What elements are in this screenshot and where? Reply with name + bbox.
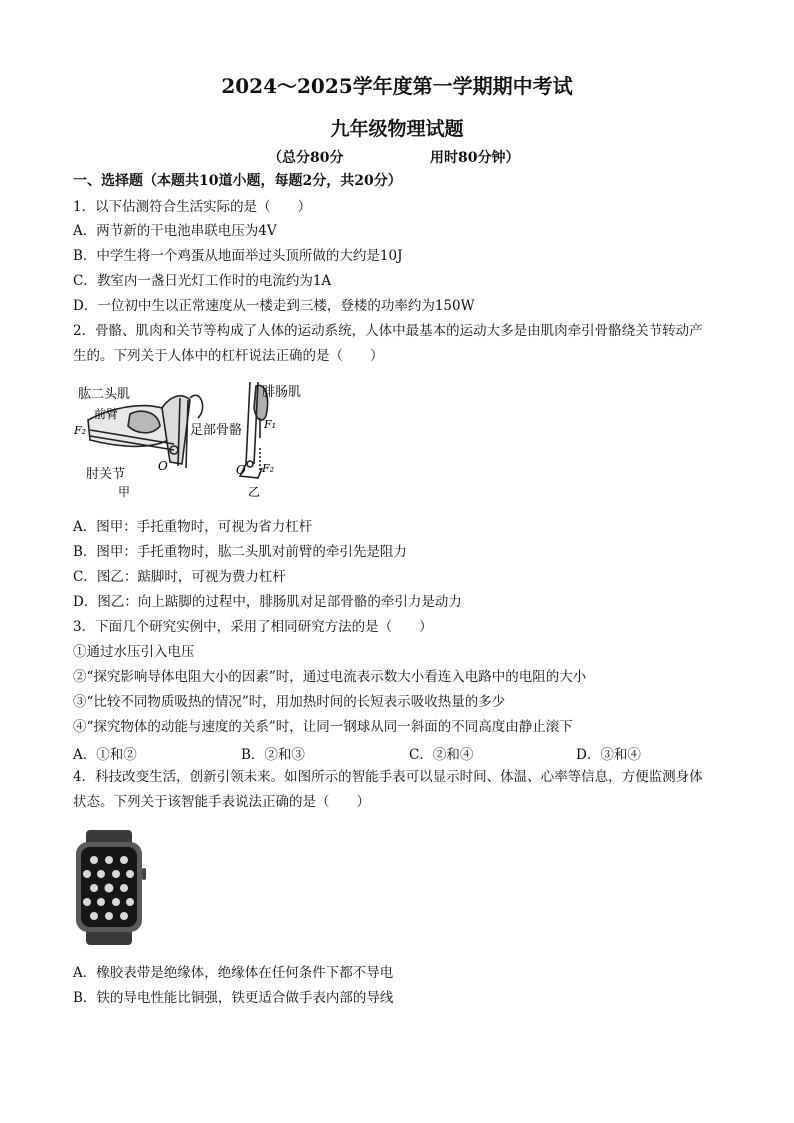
q3-item-1: ①通过水压引入电压 (73, 644, 195, 660)
q3-stem: 3．下面几个研究实例中，采用了相同研究方法的是（ ） (73, 619, 433, 635)
label-o-arm: O (158, 459, 168, 473)
q1-stem: 1．以下估测符合生活实际的是（ ） (73, 199, 312, 215)
label-jia: 甲 (118, 485, 131, 499)
label-footbone: 足部骨骼 (190, 423, 243, 438)
q1-option-c: C．教室内一盏日光灯工作时的电流约为1A (73, 273, 332, 289)
q2-option-a: A．图甲：手托重物时，可视为省力杠杆 (73, 519, 313, 535)
q3-item-3: ③“比较不同物质吸热的情况”时，用加热时间的长短表示吸收热量的多少 (73, 694, 506, 710)
label-o-leg: O (236, 463, 246, 477)
label-elbow: 肘关节 (86, 467, 126, 482)
exam-subtitle: 九年级物理试题 (330, 118, 464, 140)
label-f2-arm: F₂ (74, 424, 87, 437)
q2-option-d: D．图乙：向上踮脚的过程中，腓肠肌对足部骨骼的牵引力是动力 (73, 594, 462, 610)
time-limit: 用时80分钟） (430, 150, 520, 166)
q1-option-a: A．两节新的干电池串联电压为4V (73, 223, 277, 239)
q3-option-c: C．②和④ (409, 747, 474, 763)
q1-option-b: B．中学生将一个鸡蛋从地面举过头顶所做的大约是10J (73, 248, 403, 264)
q4-stem-line1: 4．科技改变生活，创新引领未来。如图所示的智能手表可以显示时间、体温、心率等信息，方便监测身体 (73, 769, 703, 785)
q3-option-b: B．②和③ (241, 747, 305, 763)
section-heading: 一、选择题（本题共10道小题，每题2分，共20分） (73, 173, 402, 189)
q2-stem-line2: 生的。下列关于人体中的杠杆说法正确的是（ ） (73, 348, 384, 364)
q3-item-4: ④“探究物体的动能与速度的关系”时，让同一钢球从同一斜面的不同高度由静止滚下 (73, 719, 573, 735)
label-f2-leg: F₂ (262, 462, 275, 475)
label-yi: 乙 (248, 485, 261, 499)
q3-option-d: D．③和④ (576, 747, 641, 763)
q3-option-a: A．①和② (73, 747, 137, 763)
q2-figure (70, 378, 330, 503)
label-calf: 腓肠肌 (262, 385, 302, 400)
q4-stem-line2: 状态。下列关于该智能手表说法正确的是（ ） (73, 794, 370, 810)
total-score: （总分80分 (268, 150, 344, 166)
exam-title: 2024～2025学年度第一学期期中考试 (221, 74, 573, 98)
label-f1-leg: F₁ (264, 418, 277, 431)
q2-stem-line1: 2．骨骼、肌肉和关节等构成了人体的运动系统，人体中最基本的运动大多是由肌肉牵引骨骼绕关节转动产 (73, 323, 703, 339)
q4-option-a: A．橡胶表带是绝缘体，绝缘体在任何条件下都不导电 (73, 965, 394, 981)
q4-option-b: B．铁的导电性能比铜强，铁更适合做手表内部的导线 (73, 990, 394, 1006)
smartwatch-image (72, 830, 152, 945)
q1-option-d: D．一位初中生以正常速度从一楼走到三楼，登楼的功率约为150W (73, 298, 475, 314)
q2-option-b: B．图甲：手托重物时，肱二头肌对前臂的牵引先是阻力 (73, 544, 407, 560)
label-forearm: 前臂 (94, 407, 119, 421)
q2-option-c: C．图乙：踮脚时，可视为费力杠杆 (73, 569, 286, 585)
q3-item-2: ②“探究影响导体电阻大小的因素”时，通过电流表示数大小看连入电路中的电阻的大小 (73, 669, 587, 685)
label-biceps: 肱二头肌 (78, 387, 131, 402)
